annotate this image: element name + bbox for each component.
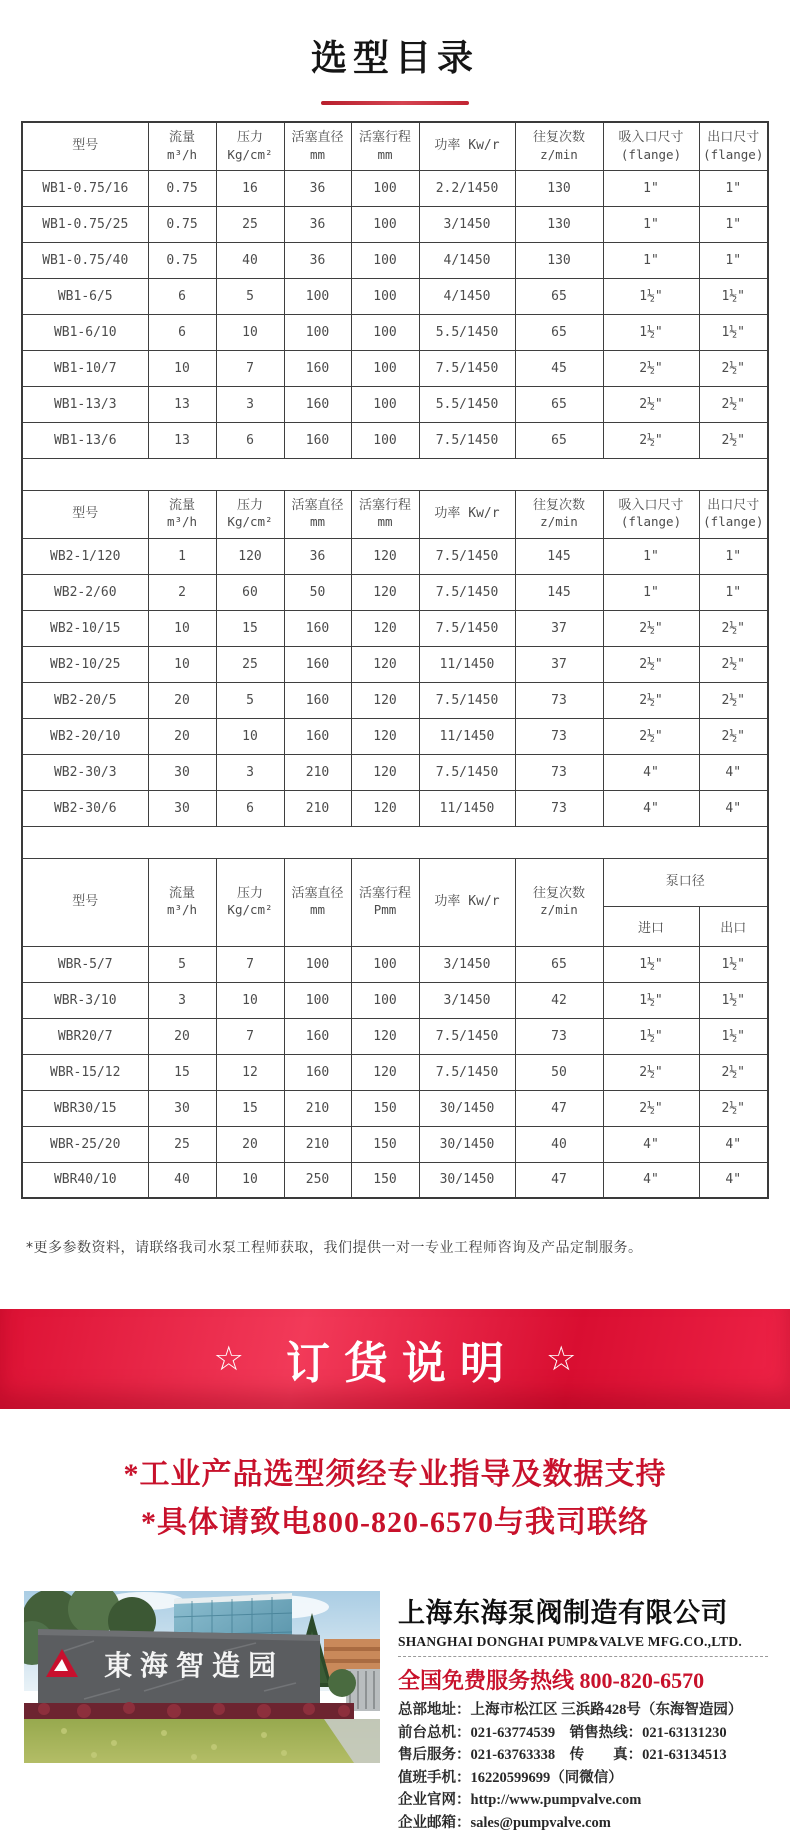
data-cell: 30/1450 — [419, 1090, 515, 1126]
header-cell: 活塞直径 mm — [284, 858, 351, 946]
data-cell: 4" — [699, 1162, 768, 1198]
header-cell-group: 泵口径 — [603, 858, 768, 906]
data-cell: 73 — [515, 682, 603, 718]
data-cell: 120 — [351, 646, 419, 682]
data-cell: 2 — [148, 574, 216, 610]
data-cell: 30 — [148, 1090, 216, 1126]
company-details — [398, 1699, 768, 1834]
data-cell: 73 — [515, 790, 603, 826]
detail-line-email: 企业邮箱：sales@pumpvalve.com — [398, 1814, 611, 1831]
data-cell: 40 — [515, 1126, 603, 1162]
data-cell: WBR-3/10 — [22, 982, 148, 1018]
data-cell: 0.75 — [148, 242, 216, 278]
data-cell: 2½" — [603, 422, 699, 458]
data-cell: 210 — [284, 790, 351, 826]
header-cell: 功率 Kw/r — [419, 858, 515, 946]
data-cell: 100 — [351, 314, 419, 350]
header-cell: 型号 — [22, 122, 148, 170]
data-cell: 120 — [351, 790, 419, 826]
data-cell: 7.5/1450 — [419, 682, 515, 718]
data-cell: 150 — [351, 1090, 419, 1126]
data-cell: 1½" — [699, 946, 768, 982]
data-cell: 65 — [515, 278, 603, 314]
table-row — [22, 946, 768, 982]
data-cell: 10 — [216, 982, 284, 1018]
footnote: *更多参数资料，请联络我司水泵工程师获取，我们提供一对一专业工程师咨询及产品定制服务。 — [26, 1240, 643, 1256]
page-title: 选型目录 — [310, 38, 479, 79]
data-cell: 6 — [148, 314, 216, 350]
data-cell: WB1-13/6 — [22, 422, 148, 458]
table-row — [22, 170, 768, 206]
data-cell: 40 — [216, 242, 284, 278]
data-cell: 11/1450 — [419, 790, 515, 826]
data-cell: 6 — [216, 422, 284, 458]
data-cell: 5 — [216, 278, 284, 314]
data-cell: 1" — [603, 170, 699, 206]
header-cell: 出口尺寸 (flange) — [699, 122, 768, 170]
spacer-row — [22, 458, 768, 490]
table-row — [22, 574, 768, 610]
data-cell: 100 — [284, 946, 351, 982]
data-cell: 45 — [515, 350, 603, 386]
data-cell: WB2-10/25 — [22, 646, 148, 682]
data-cell: 7.5/1450 — [419, 422, 515, 458]
data-cell: 50 — [284, 574, 351, 610]
table-row — [22, 386, 768, 422]
table-row — [22, 350, 768, 386]
data-cell: 1" — [603, 574, 699, 610]
data-cell: 100 — [351, 982, 419, 1018]
data-cell: 11/1450 — [419, 646, 515, 682]
data-cell: WB1-13/3 — [22, 386, 148, 422]
data-cell: 100 — [284, 982, 351, 1018]
table-row — [22, 610, 768, 646]
data-cell: 50 — [515, 1054, 603, 1090]
data-cell: 100 — [351, 206, 419, 242]
header-cell: 流量 m³/h — [148, 858, 216, 946]
data-cell: 100 — [351, 422, 419, 458]
data-cell: 2½" — [699, 718, 768, 754]
data-cell: 120 — [351, 610, 419, 646]
data-cell: 210 — [284, 754, 351, 790]
data-cell: 36 — [284, 206, 351, 242]
data-cell: 37 — [515, 646, 603, 682]
data-cell: 160 — [284, 646, 351, 682]
data-cell: 100 — [351, 350, 419, 386]
table-row — [22, 1126, 768, 1162]
data-cell: 10 — [148, 610, 216, 646]
data-cell: 210 — [284, 1090, 351, 1126]
data-cell: 2½" — [699, 1054, 768, 1090]
data-cell: 37 — [515, 610, 603, 646]
data-cell: 73 — [515, 718, 603, 754]
data-cell: 30 — [148, 790, 216, 826]
data-cell: 10 — [216, 314, 284, 350]
header-cell: 型号 — [22, 490, 148, 538]
data-cell: 160 — [284, 386, 351, 422]
data-cell: 100 — [351, 946, 419, 982]
detail-line-address: 总部地址：上海市松江区 三浜路428号（东海智造园） — [398, 1702, 743, 1718]
header-cell: 功率 Kw/r — [419, 122, 515, 170]
star-icon: ☆ — [213, 1339, 244, 1379]
title-underline — [321, 101, 469, 105]
data-cell: 1" — [699, 206, 768, 242]
data-cell: 60 — [216, 574, 284, 610]
table-row — [22, 1162, 768, 1198]
data-cell: 4" — [699, 754, 768, 790]
page-header — [0, 0, 790, 105]
data-cell: 7.5/1450 — [419, 350, 515, 386]
data-cell: 25 — [216, 646, 284, 682]
data-cell: 160 — [284, 422, 351, 458]
data-cell: 3 — [148, 982, 216, 1018]
data-cell: 30/1450 — [419, 1126, 515, 1162]
company-name-cn: 上海东海泵阀制造有限公司 — [398, 1598, 728, 1629]
data-cell: 4/1450 — [419, 278, 515, 314]
table-row — [22, 242, 768, 278]
data-cell: 100 — [351, 278, 419, 314]
data-cell: 150 — [351, 1126, 419, 1162]
data-cell: 2½" — [603, 718, 699, 754]
data-cell: 160 — [284, 350, 351, 386]
data-cell: 5.5/1450 — [419, 386, 515, 422]
data-cell: 7 — [216, 946, 284, 982]
header-row — [22, 490, 768, 538]
data-cell: WB2-20/5 — [22, 682, 148, 718]
data-cell: WB1-0.75/25 — [22, 206, 148, 242]
data-cell: 160 — [284, 610, 351, 646]
header-cell: 出口 — [699, 906, 768, 946]
data-cell: 30/1450 — [419, 1162, 515, 1198]
table-row — [22, 538, 768, 574]
order-banner — [0, 1309, 790, 1409]
table-row — [22, 1018, 768, 1054]
company-info — [398, 1591, 768, 1834]
table-row — [22, 314, 768, 350]
header-cell: 往复次数 z/min — [515, 490, 603, 538]
data-cell: 100 — [351, 242, 419, 278]
data-cell: 73 — [515, 754, 603, 790]
data-cell: 1" — [603, 538, 699, 574]
table-row — [22, 682, 768, 718]
data-cell: 5 — [148, 946, 216, 982]
data-cell: 4" — [603, 754, 699, 790]
data-cell: 3/1450 — [419, 206, 515, 242]
data-cell: 7 — [216, 1018, 284, 1054]
data-cell: 20 — [148, 682, 216, 718]
data-cell: WBR30/15 — [22, 1090, 148, 1126]
data-cell: 250 — [284, 1162, 351, 1198]
data-cell: 2½" — [603, 646, 699, 682]
detail-line-mobile: 值班手机：16220599699（同微信） — [398, 1769, 623, 1786]
data-cell: WB2-30/6 — [22, 790, 148, 826]
data-cell: 7.5/1450 — [419, 754, 515, 790]
data-cell: WB1-0.75/40 — [22, 242, 148, 278]
spacer-row — [22, 826, 768, 858]
data-cell: 20 — [148, 1018, 216, 1054]
table-row — [22, 718, 768, 754]
table-row — [22, 646, 768, 682]
data-cell: 4" — [699, 790, 768, 826]
spacer-cell — [22, 826, 768, 858]
table-row — [22, 206, 768, 242]
table-row — [22, 754, 768, 790]
data-cell: 40 — [148, 1162, 216, 1198]
data-cell: 100 — [284, 278, 351, 314]
factory-photo — [24, 1591, 380, 1763]
data-cell: 15 — [148, 1054, 216, 1090]
data-cell: 1 — [148, 538, 216, 574]
data-cell: 4" — [603, 790, 699, 826]
table-row — [22, 278, 768, 314]
header-cell: 往复次数 z/min — [515, 858, 603, 946]
data-cell: 7.5/1450 — [419, 610, 515, 646]
header-cell: 流量 m³/h — [148, 490, 216, 538]
data-cell: 36 — [284, 242, 351, 278]
data-cell: 0.75 — [148, 206, 216, 242]
data-cell: 3/1450 — [419, 982, 515, 1018]
table-row — [22, 1090, 768, 1126]
data-cell: 73 — [515, 1018, 603, 1054]
data-cell: 7.5/1450 — [419, 1054, 515, 1090]
header-cell: 压力 Kg/cm² — [216, 858, 284, 946]
table-row — [22, 1054, 768, 1090]
data-cell: 15 — [216, 1090, 284, 1126]
catalog-table — [21, 121, 769, 1199]
data-cell: 65 — [515, 946, 603, 982]
data-cell: 65 — [515, 314, 603, 350]
data-cell: 1" — [699, 538, 768, 574]
data-cell: 10 — [148, 350, 216, 386]
data-cell: 1" — [603, 206, 699, 242]
header-cell: 流量 m³/h — [148, 122, 216, 170]
data-cell: 120 — [351, 538, 419, 574]
data-cell: 36 — [284, 170, 351, 206]
data-cell: 130 — [515, 170, 603, 206]
data-cell: WBR-15/12 — [22, 1054, 148, 1090]
data-cell: 5 — [216, 682, 284, 718]
data-cell: WB1-10/7 — [22, 350, 148, 386]
data-cell: 100 — [351, 386, 419, 422]
photo-sign-text: 東海智造园 — [103, 1649, 285, 1682]
data-cell: 120 — [351, 1054, 419, 1090]
data-cell: 5.5/1450 — [419, 314, 515, 350]
data-cell: 145 — [515, 574, 603, 610]
data-cell: 2½" — [603, 386, 699, 422]
data-cell: WB2-2/60 — [22, 574, 148, 610]
data-cell: WB2-30/3 — [22, 754, 148, 790]
data-cell: 1½" — [699, 278, 768, 314]
data-cell: 10 — [216, 1162, 284, 1198]
data-cell: 15 — [216, 610, 284, 646]
header-cell: 吸入口尺寸 (flange) — [603, 122, 699, 170]
data-cell: WBR-25/20 — [22, 1126, 148, 1162]
header-cell: 活塞直径 mm — [284, 122, 351, 170]
header-row — [22, 858, 768, 906]
data-cell: 1½" — [699, 1018, 768, 1054]
data-cell: 30 — [148, 754, 216, 790]
data-cell: 1½" — [603, 1018, 699, 1054]
header-row — [22, 122, 768, 170]
header-cell: 出口尺寸 (flange) — [699, 490, 768, 538]
data-cell: WB1-6/10 — [22, 314, 148, 350]
header-cell: 功率 Kw/r — [419, 490, 515, 538]
data-cell: 12 — [216, 1054, 284, 1090]
header-cell: 吸入口尺寸 (flange) — [603, 490, 699, 538]
sign-wall — [38, 1629, 320, 1715]
company-name-en: SHANGHAI DONGHAI PUMP&VALVE MFG.CO.,LTD. — [398, 1634, 768, 1657]
data-cell: 4" — [699, 1126, 768, 1162]
data-cell: 2½" — [603, 350, 699, 386]
data-cell: 25 — [216, 206, 284, 242]
data-cell: 2½" — [699, 610, 768, 646]
data-cell: 36 — [284, 538, 351, 574]
data-cell: 160 — [284, 682, 351, 718]
header-cell: 活塞行程 mm — [351, 490, 419, 538]
data-cell: 2½" — [603, 1054, 699, 1090]
data-cell: 4/1450 — [419, 242, 515, 278]
data-cell: WBR20/7 — [22, 1018, 148, 1054]
notice-line: *具体请致电800-820-6570与我司联络 — [141, 1506, 649, 1539]
data-cell: 160 — [284, 1018, 351, 1054]
data-cell: 25 — [148, 1126, 216, 1162]
header-cell: 活塞行程 Pmm — [351, 858, 419, 946]
data-cell: 1½" — [603, 946, 699, 982]
data-cell: 2.2/1450 — [419, 170, 515, 206]
data-cell: 20 — [216, 1126, 284, 1162]
data-cell: 120 — [351, 754, 419, 790]
lawn — [24, 1719, 380, 1763]
data-cell: 65 — [515, 386, 603, 422]
data-cell: 120 — [351, 682, 419, 718]
data-cell: 20 — [148, 718, 216, 754]
data-cell: 100 — [351, 170, 419, 206]
data-cell: 145 — [515, 538, 603, 574]
data-cell: 2½" — [699, 350, 768, 386]
data-cell: 16 — [216, 170, 284, 206]
data-cell: 6 — [148, 278, 216, 314]
table-row — [22, 790, 768, 826]
data-cell: WB2-1/120 — [22, 538, 148, 574]
data-cell: 130 — [515, 242, 603, 278]
data-cell: 1½" — [603, 982, 699, 1018]
data-cell: 120 — [351, 718, 419, 754]
data-cell: 210 — [284, 1126, 351, 1162]
data-cell: 1½" — [699, 982, 768, 1018]
header-cell: 往复次数 z/min — [515, 122, 603, 170]
data-cell: 11/1450 — [419, 718, 515, 754]
header-cell: 进口 — [603, 906, 699, 946]
detail-line-service-fax: 售后服务：021-63763338 传 真：021-63134513 — [398, 1747, 727, 1763]
data-cell: 3 — [216, 386, 284, 422]
data-cell: WBR-5/7 — [22, 946, 148, 982]
data-cell: 3/1450 — [419, 946, 515, 982]
data-cell: 2½" — [699, 422, 768, 458]
data-cell: 0.75 — [148, 170, 216, 206]
data-cell: 4" — [603, 1126, 699, 1162]
data-cell: WB2-20/10 — [22, 718, 148, 754]
table-row — [22, 982, 768, 1018]
data-cell: 1" — [699, 170, 768, 206]
detail-line-website: 企业官网：http://www.pumpvalve.com — [398, 1792, 642, 1808]
data-cell: 7 — [216, 350, 284, 386]
data-cell: 3 — [216, 754, 284, 790]
order-notice — [0, 1451, 790, 1547]
data-cell: 120 — [351, 574, 419, 610]
data-cell: 6 — [216, 790, 284, 826]
data-cell: WB1-6/5 — [22, 278, 148, 314]
data-cell: 1" — [603, 242, 699, 278]
data-cell: 47 — [515, 1090, 603, 1126]
data-cell: 2½" — [603, 682, 699, 718]
data-cell: 2½" — [699, 1090, 768, 1126]
data-cell: 2½" — [699, 386, 768, 422]
data-cell: 7.5/1450 — [419, 1018, 515, 1054]
data-cell: 13 — [148, 386, 216, 422]
data-cell: 120 — [216, 538, 284, 574]
data-cell: 100 — [284, 314, 351, 350]
notice-line: *工业产品选型须经专业指导及数据支持 — [123, 1458, 667, 1491]
data-cell: 120 — [351, 1018, 419, 1054]
service-hotline: 全国免费服务热线 800-820-6570 — [398, 1668, 705, 1693]
header-cell: 型号 — [22, 858, 148, 946]
star-icon: ☆ — [546, 1339, 577, 1379]
data-cell: 1" — [699, 574, 768, 610]
data-cell: 2½" — [699, 682, 768, 718]
data-cell: 4" — [603, 1162, 699, 1198]
data-cell: WB2-10/15 — [22, 610, 148, 646]
data-cell: 42 — [515, 982, 603, 1018]
data-cell: 47 — [515, 1162, 603, 1198]
factory-photo-illustration — [24, 1591, 380, 1763]
data-cell: 130 — [515, 206, 603, 242]
data-cell: 150 — [351, 1162, 419, 1198]
data-cell: 1½" — [603, 278, 699, 314]
table-row — [22, 422, 768, 458]
data-cell: 10 — [148, 646, 216, 682]
banner-title: 订货说明 — [286, 1338, 518, 1389]
data-cell: 2½" — [699, 646, 768, 682]
data-cell: 160 — [284, 718, 351, 754]
data-cell: WBR40/10 — [22, 1162, 148, 1198]
data-cell: 1½" — [603, 314, 699, 350]
header-cell: 压力 Kg/cm² — [216, 490, 284, 538]
header-cell: 活塞行程 mm — [351, 122, 419, 170]
detail-line-phones: 前台总机：021-63774539 销售热线：021-63131230 — [398, 1724, 727, 1741]
data-cell: 7.5/1450 — [419, 538, 515, 574]
data-cell: 2½" — [603, 1090, 699, 1126]
spacer-cell — [22, 458, 768, 490]
data-cell: WB1-0.75/16 — [22, 170, 148, 206]
data-cell: 13 — [148, 422, 216, 458]
data-cell: 65 — [515, 422, 603, 458]
data-cell: 2½" — [603, 610, 699, 646]
data-cell: 1" — [699, 242, 768, 278]
header-cell: 压力 Kg/cm² — [216, 122, 284, 170]
header-cell: 活塞直径 mm — [284, 490, 351, 538]
data-cell: 10 — [216, 718, 284, 754]
data-cell: 1½" — [699, 314, 768, 350]
data-cell: 7.5/1450 — [419, 574, 515, 610]
company-section — [24, 1591, 768, 1834]
data-cell: 160 — [284, 1054, 351, 1090]
